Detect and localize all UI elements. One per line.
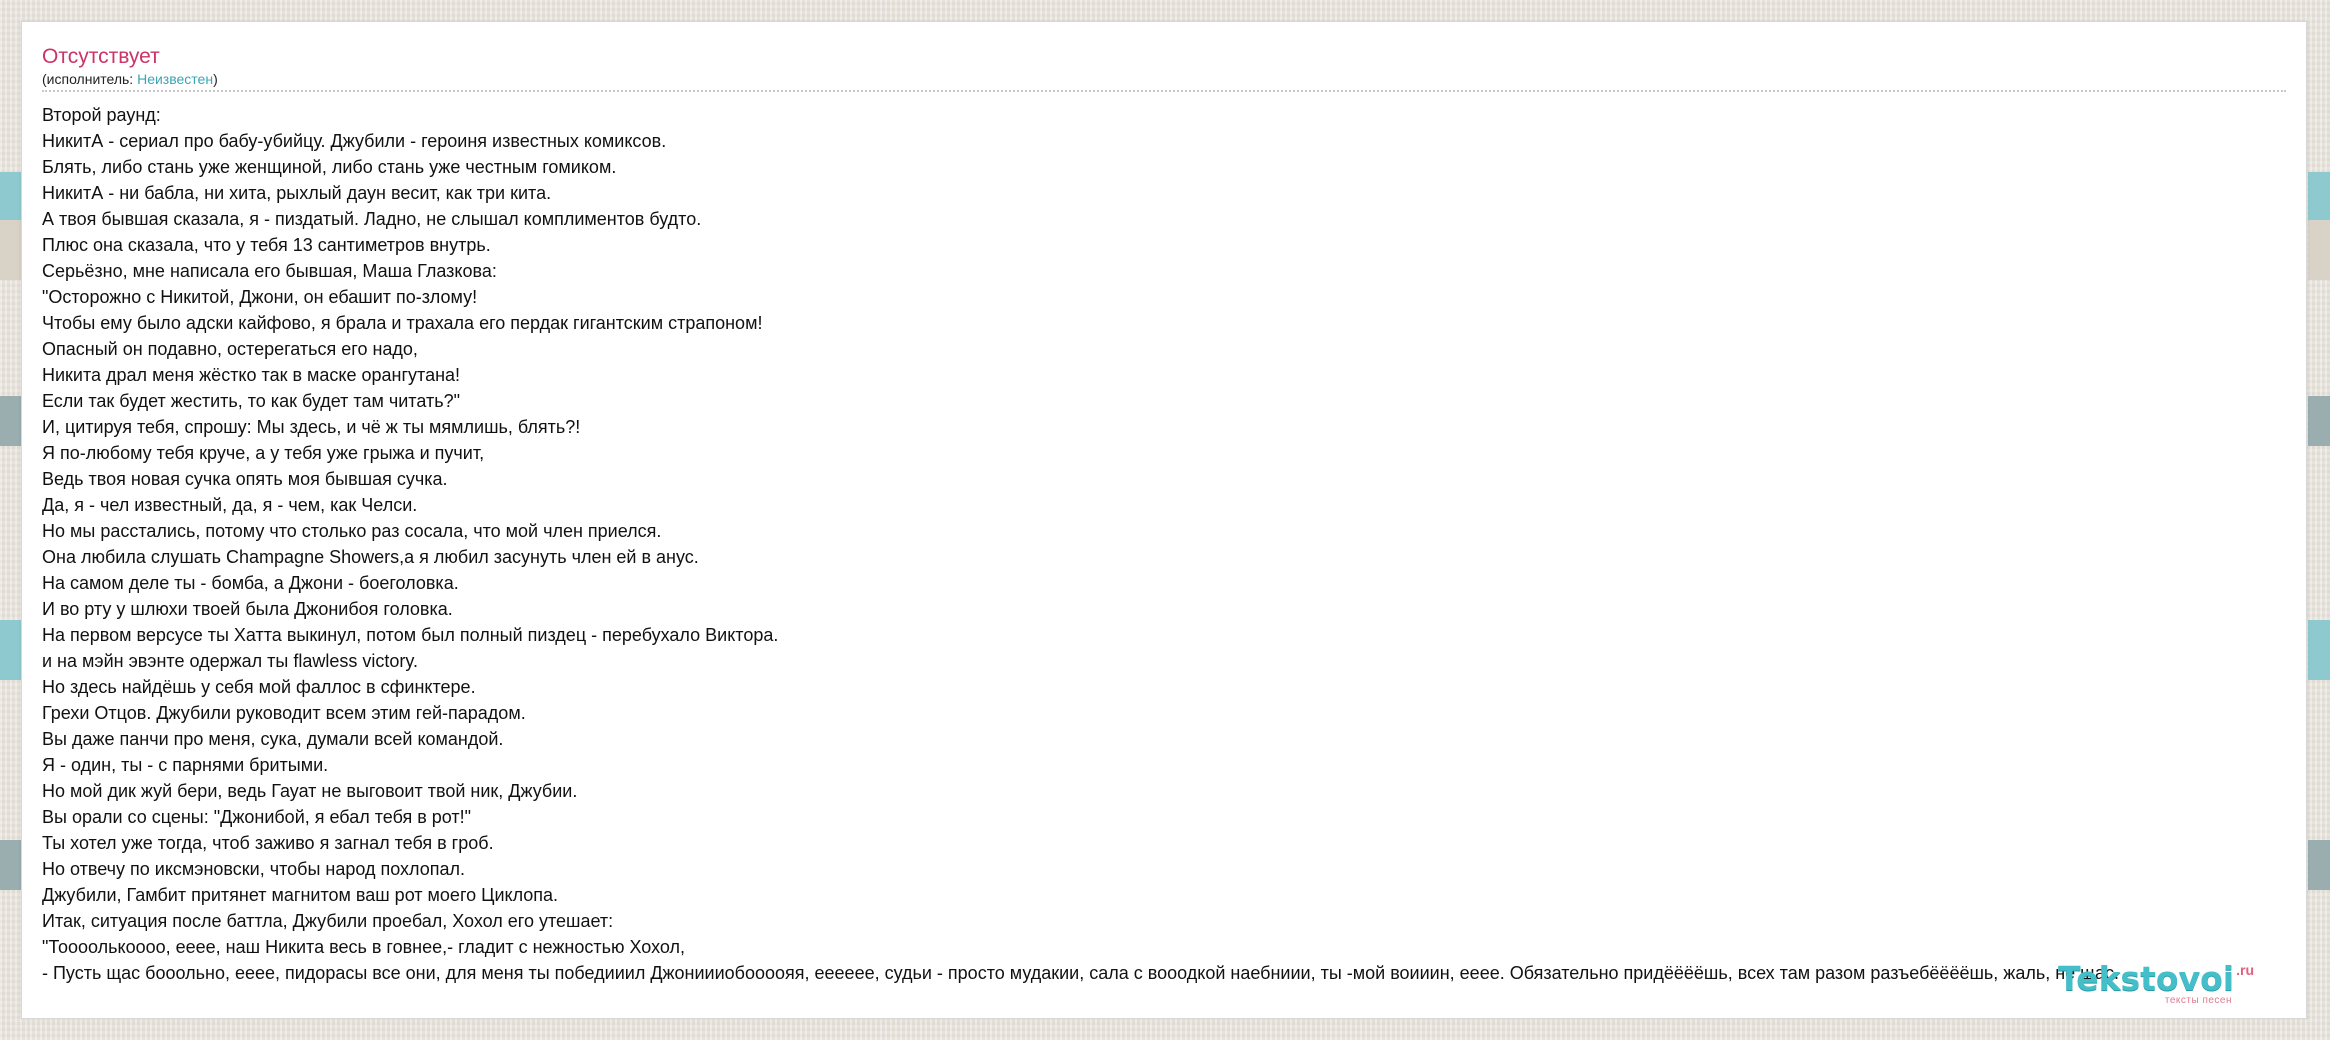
logo-name: Tekstovoi	[2058, 959, 2235, 998]
performer-prefix: (исполнитель:	[42, 71, 138, 87]
lyric-line: Ведь твоя новая сучка опять моя бывшая сучка.	[42, 469, 448, 489]
performer-line	[42, 70, 2286, 92]
edge-stripe-decoration	[2308, 620, 2330, 680]
lyric-line: И, цитируя тебя, спрошу: Мы здесь, и чё ж ты мямлишь, блять?!	[42, 417, 581, 437]
edge-stripe-decoration	[0, 220, 22, 280]
lyric-line: "Тоооолькоооо, ееее, наш Никита весь в говнее,- гладит с нежностью Хохол,	[42, 937, 685, 957]
lyric-line: Никита драл меня жёстко так в маске орангутана!	[42, 365, 461, 385]
lyric-line: На первом версусе ты Хатта выкинул, потом был полный пиздец - перебухало Виктора.	[42, 625, 779, 645]
lyric-line: Но отвечу по иксмэновски, чтобы народ похлопал.	[42, 859, 466, 879]
lyric-line: На самом деле ты - бомба, а Джони - боеголовка.	[42, 573, 459, 593]
lyric-line: Джубили, Гамбит притянет магнитом ваш рот моего Циклопа.	[42, 885, 559, 905]
edge-stripe-decoration	[2308, 220, 2330, 280]
lyric-line: - Пусть щас бооольно, ееее, пидорасы все они, для меня ты победииил Джониииобоооояя, ееееее, судьи - просто мудакии, сала с вооодкой наебниии, ты -мой воииин, ееее. Обязательно придёёёёшь, всех там разом разъебёёёёшь, жаль, не щас.	[42, 963, 2119, 983]
edge-stripe-decoration	[0, 840, 22, 890]
lyrics-content	[42, 44, 2286, 1018]
site-logo[interactable]	[2058, 959, 2254, 1006]
lyric-line: Но мы расстались, потому что столько раз сосала, что мой член приелся.	[42, 521, 662, 541]
lyric-line: Если так будет жестить, то как будет там читать?"	[42, 391, 460, 411]
lyric-line: Но мой дик жуй бери, ведь Гауат не выговоит твой ник, Джубии.	[42, 781, 578, 801]
edge-stripe-decoration	[2308, 840, 2330, 890]
lyric-line: Итак, ситуация после баттла, Джубили проебал, Хохол его утешает:	[42, 911, 614, 931]
lyric-line: и на мэйн эвэнте одержал ты flawless victory.	[42, 651, 419, 671]
logo-tld: .ru	[2236, 962, 2254, 978]
lyric-line: И во рту у шлюхи твоей была Джонибоя головка.	[42, 599, 453, 619]
lyric-line: Серьёзно, мне написала его бывшая, Маша Глазкова:	[42, 261, 497, 281]
lyric-line: Чтобы ему было адски кайфово, я брала и трахала его пердак гигантским страпоном!	[42, 313, 763, 333]
lyric-line: Второй раунд:	[42, 105, 161, 125]
lyric-line: Вы орали со сцены: "Джонибой, я ебал тебя в рот!"	[42, 807, 472, 827]
lyrics-text	[42, 102, 2286, 986]
lyric-line: НикитА - ни бабла, ни хита, рыхлый даун весит, как три кита.	[42, 183, 552, 203]
edge-stripe-decoration	[2308, 172, 2330, 220]
performer-link[interactable]: Неизвестен	[137, 71, 214, 87]
lyric-line: Да, я - чел известный, да, я - чем, как Челси.	[42, 495, 418, 515]
lyric-line: Плюс она сказала, что у тебя 13 сантиметров внутрь.	[42, 235, 491, 255]
lyric-line: Ты хотел уже тогда, чтоб заживо я загнал тебя в гроб.	[42, 833, 494, 853]
lyric-line: Я - один, ты - с парнями бритыми.	[42, 755, 329, 775]
edge-stripe-decoration	[0, 172, 22, 220]
edge-stripe-decoration	[0, 620, 22, 680]
lyric-line: А твоя бывшая сказала, я - пиздатый. Ладно, не слышал комплиментов будто.	[42, 209, 702, 229]
lyric-line: Опасный он подавно, остерегаться его надо,	[42, 339, 418, 359]
logo-wordmark	[2058, 959, 2254, 998]
lyric-line: Я по-любому тебя круче, а у тебя уже грыжа и пучит,	[42, 443, 485, 463]
lyric-line: "Осторожно с Никитой, Джони, он ебашит по-злому!	[42, 287, 478, 307]
lyric-line: НикитА - сериал про бабу-убийцу. Джубили - героиня известных комиксов.	[42, 131, 667, 151]
edge-stripe-decoration	[2308, 396, 2330, 446]
logo-tagline: тексты песен	[2164, 995, 2232, 1006]
song-title: Отсутствует	[42, 45, 160, 68]
lyric-line: Она любила слушать Champagne Showers,а я любил засунуть член ей в анус.	[42, 547, 699, 567]
edge-stripe-decoration	[0, 396, 22, 446]
lyric-line: Вы даже панчи про меня, сука, думали всей командой.	[42, 729, 504, 749]
lyrics-panel	[21, 21, 2307, 1019]
lyric-line: Но здесь найдёшь у себя мой фаллос в сфинктере.	[42, 677, 476, 697]
lyric-line: Блять, либо стань уже женщиной, либо стань уже честным гомиком.	[42, 157, 617, 177]
lyric-line: Грехи Отцов. Джубили руководит всем этим гей-парадом.	[42, 703, 526, 723]
performer-suffix: )	[213, 71, 218, 87]
